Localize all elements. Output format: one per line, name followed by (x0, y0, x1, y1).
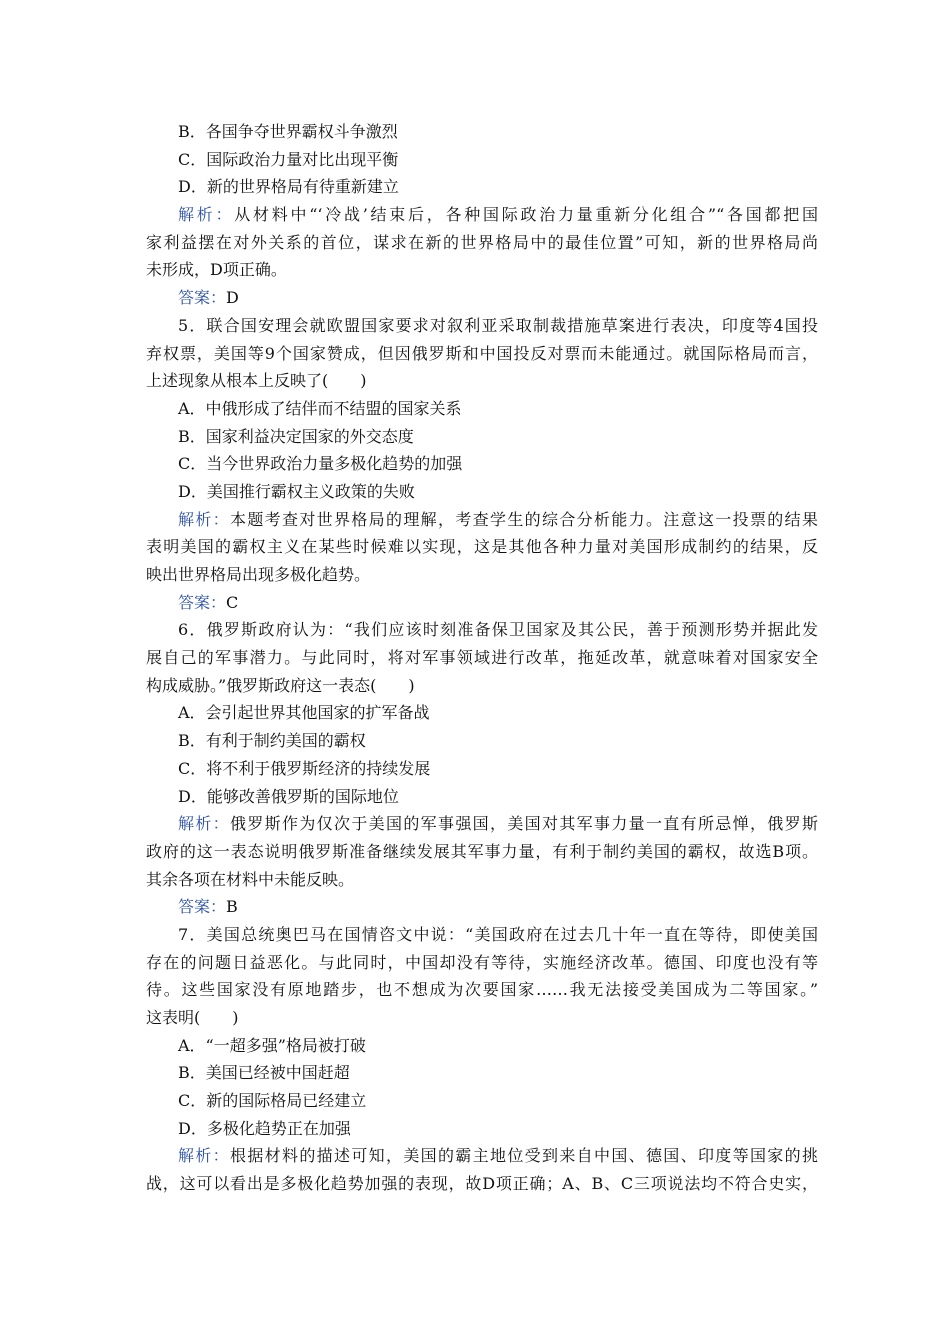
text-line (146, 783, 818, 811)
text-line (146, 755, 818, 783)
line-text: C．将不利于俄罗斯经济的持续发展 (178, 758, 431, 778)
line-text: 6．俄罗斯政府认为：“我们应该时刻准备保卫国家及其公民，善于预测形势并据此发 (178, 620, 818, 640)
text-line (146, 949, 818, 977)
line-text: D (226, 288, 239, 308)
line-text: 家利益摆在对外关系的首位，谋求在新的世界格局中的最佳位置”可知，新的世界格局尚 (146, 232, 818, 252)
answer-label: 解析： (178, 205, 235, 225)
line-text: 俄罗斯作为仅次于美国的军事强国，美国对其军事力量一直有所忌惮，俄罗斯 (230, 814, 818, 834)
text-line (146, 1059, 818, 1087)
line-text: 政府的这一表态说明俄罗斯准备继续发展其军事力量，有利于制约美国的霸权，故选B项。 (146, 841, 818, 861)
text-line (146, 672, 818, 700)
line-text: A．会引起世界其他国家的扩军备战 (178, 703, 430, 723)
text-line (146, 616, 818, 644)
text-line (146, 478, 818, 506)
text-line (146, 173, 818, 201)
line-text: B (226, 897, 238, 917)
line-text: 其余各项在材料中未能反映。 (146, 869, 355, 889)
answer-label: 答案： (178, 897, 227, 917)
text-line (146, 395, 818, 423)
text-line (146, 921, 818, 949)
line-text: B．国家利益决定国家的外交态度 (178, 426, 414, 446)
text-line (146, 340, 818, 368)
text-line (146, 589, 818, 617)
text-line (146, 644, 818, 672)
line-text: D．美国推行霸权主义政策的失败 (178, 481, 415, 501)
line-text: 5．联合国安理会就欧盟国家要求对叙利亚采取制裁措施草案进行表决，印度等4国投 (178, 315, 818, 335)
text-line (146, 533, 818, 561)
line-text: 构成威胁。”俄罗斯政府这一表态( ) (146, 675, 415, 695)
line-text: 存在的问题日益恶化。与此同时，中国却没有等待，实施经济改革。德国、印度也没有等 (146, 952, 818, 972)
line-text: 7．美国总统奥巴马在国情咨文中说：“美国政府在过去几十年一直在等待，即使美国 (178, 924, 818, 944)
line-text: 表明美国的霸权主义在某些时候难以实现，这是其他各种力量对美国形成制约的结果，反 (146, 537, 818, 557)
text-line (146, 727, 818, 755)
text-line (146, 256, 818, 284)
text-line (146, 423, 818, 451)
page-content (146, 118, 818, 1198)
line-text: 这表明( ) (146, 1008, 239, 1027)
text-line (146, 1115, 818, 1143)
line-text: A．中俄形成了结伴而不结盟的国家关系 (178, 398, 462, 418)
text-line (146, 1142, 818, 1170)
line-text: 本题考查对世界格局的理解，考查学生的综合分析能力。注意这一投票的结果 (230, 509, 818, 529)
text-line (146, 1004, 818, 1032)
answer-label: 解析： (178, 509, 230, 529)
answer-label: 解析： (178, 814, 230, 834)
line-text: C．国际政治力量对比出现平衡 (178, 149, 399, 169)
line-text: 映出世界格局出现多极化趋势。 (146, 565, 371, 584)
line-text: C．新的国际格局已经建立 (178, 1091, 367, 1111)
line-text: 战，这可以看出是多极化趋势加强的表现，故D项正确；A、B、C三项说法均不符合史实， (146, 1174, 818, 1194)
line-text: D．多极化趋势正在加强 (178, 1118, 351, 1138)
line-text: C．当今世界政治力量多极化趋势的加强 (178, 454, 463, 474)
text-line (146, 1087, 818, 1115)
answer-label: 答案： (178, 592, 227, 612)
line-text: 弃权票，美国等9个国家赞成，但因俄罗斯和中国投反对票而未能通过。就国际格局而言， (146, 343, 818, 363)
line-text: B．有利于制约美国的霸权 (178, 731, 366, 751)
text-line (146, 838, 818, 866)
text-line (146, 229, 818, 257)
text-line (146, 367, 818, 395)
line-text: 展自己的军事潜力。与此同时，将对军事领域进行改革，拖延改革，就意味着对国家安全 (146, 648, 818, 668)
text-line (146, 118, 818, 146)
text-line (146, 866, 818, 894)
text-line (146, 146, 818, 174)
text-line (146, 312, 818, 340)
text-line (146, 450, 818, 478)
text-line (146, 1032, 818, 1060)
line-text: B．美国已经被中国赶超 (178, 1063, 350, 1083)
line-text: D．新的世界格局有待重新建立 (178, 177, 399, 197)
line-text: A．“一超多强”格局被打破 (178, 1035, 366, 1055)
line-text: B．各国争夺世界霸权斗争激烈 (178, 122, 398, 141)
text-line (146, 561, 818, 589)
line-text: 上述现象从根本上反映了( ) (146, 371, 367, 391)
text-line (146, 810, 818, 838)
text-line (146, 893, 818, 921)
text-line (146, 284, 818, 312)
text-line (146, 1170, 818, 1198)
line-text: D．能够改善俄罗斯的国际地位 (178, 786, 399, 806)
line-text: C (226, 592, 239, 612)
line-text: 从材料中“‘冷战’结束后，各种国际政治力量重新分化组合”“各国都把国 (234, 205, 818, 225)
text-line (146, 506, 818, 534)
text-line (146, 699, 818, 727)
line-text: 未形成，D项正确。 (146, 260, 287, 280)
answer-label: 答案： (178, 288, 227, 308)
text-line (146, 976, 818, 1004)
answer-label: 解析： (178, 1146, 230, 1166)
line-text: 根据材料的描述可知，美国的霸主地位受到来自中国、德国、印度等国家的挑 (230, 1146, 818, 1166)
line-text: 待。这些国家没有原地踏步，也不想成为次要国家……我无法接受美国成为二等国家。” (146, 980, 818, 1000)
text-line (146, 201, 818, 229)
